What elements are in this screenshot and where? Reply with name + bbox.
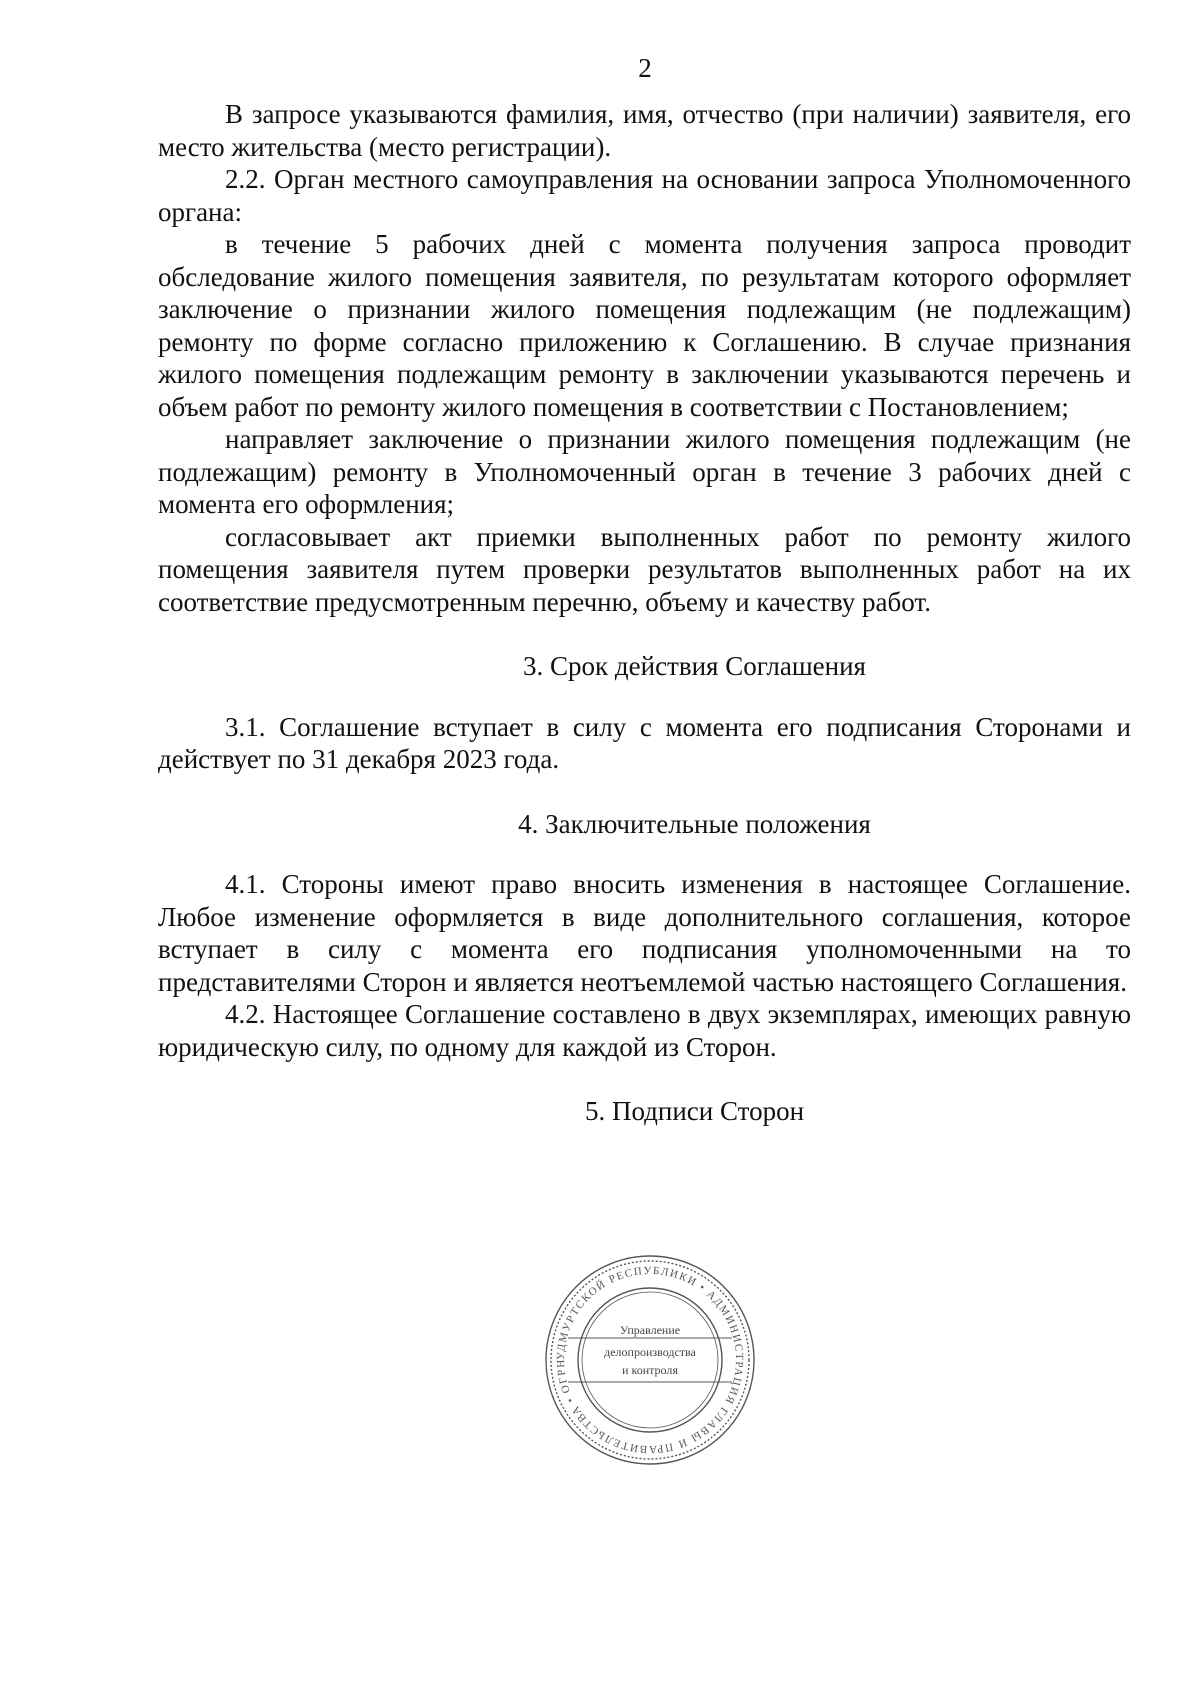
svg-text:УДМУРТСКОЙ РЕСПУБЛИКИ • АДМИНИ	[555, 1265, 745, 1455]
paragraph-send-conclusion: направляет заключение о признании жилого помещения подлежащим (не подлежащим) ремонту в Уполномоченный орган в течение 3 рабочих дней с момента его оформления;	[158, 424, 1131, 519]
stamp-center-line-1: Управление	[619, 1323, 681, 1337]
paragraph-4-1: 4.1. Стороны имеют право вносить изменения в настоящее Соглашение. Любое изменение оформляется в виде дополнительного соглашения, которое вступает в силу с момента его подписания уполномоченными на то представителями Сторон и является неотъемлемой частью настоящего Соглашения.	[158, 869, 1131, 997]
paragraph-3-1: 3.1. Соглашение вступает в силу с момента его подписания Сторонами и действует по 31 декабря 2023 года.	[158, 711, 1131, 774]
section-3-heading: 3. Срок действия Соглашения	[523, 651, 866, 681]
paragraph-request-content: В запросе указываются фамилия, имя, отчество (при наличии) заявителя, его место жительства (место регистрации).	[158, 99, 1131, 162]
paragraph-inspection: в течение 5 рабочих дней с момента получения запроса проводит обследование жилого помещения заявителя, по результатам которого оформляет заключение о признании жилого помещения подлежащим (не подлежащим) ремонту по форме согласно приложению к Соглашению. В случае признания жилого помещения подлежащим ремонту в заключении указываются перечень и объем работ по ремонту жилого помещения в соответствии с Постановлением;	[158, 229, 1131, 422]
paragraph-approve-act: согласовывает акт приемки выполненных работ по ремонту жилого помещения заявителя путем проверки результатов выполненных работ на их соответствие предусмотренным перечню, объему и качеству работ.	[158, 521, 1131, 617]
section-5-heading: 5. Подписи Сторон	[584, 1096, 805, 1126]
stamp-center-line-3: и контроля	[622, 1363, 678, 1377]
paragraph-4-2: 4.2. Настоящее Соглашение составлено в двух экземплярах, имеющих равную юридическую силу, по одному для каждой из Сторон.	[158, 999, 1131, 1062]
page-number: 2	[638, 53, 652, 83]
paragraph-2-2: 2.2. Орган местного самоуправления на основании запроса Уполномоченного органа:	[158, 164, 1131, 227]
stamp-center-line-2: делопроизводства	[604, 1345, 696, 1359]
stamp-ring-text: УДМУРТСКОЙ РЕСПУБЛИКИ • АДМИНИСТРАЦИЯ ГЛАВЫ И ПРАВИТЕЛЬСТВА • ОГРН	[554, 1264, 746, 1456]
document-body	[158, 98, 1131, 1128]
section-4-heading: 4. Заключительные положения	[518, 808, 871, 839]
stamp-seal-icon	[540, 1250, 760, 1470]
official-stamp	[540, 1250, 760, 1470]
